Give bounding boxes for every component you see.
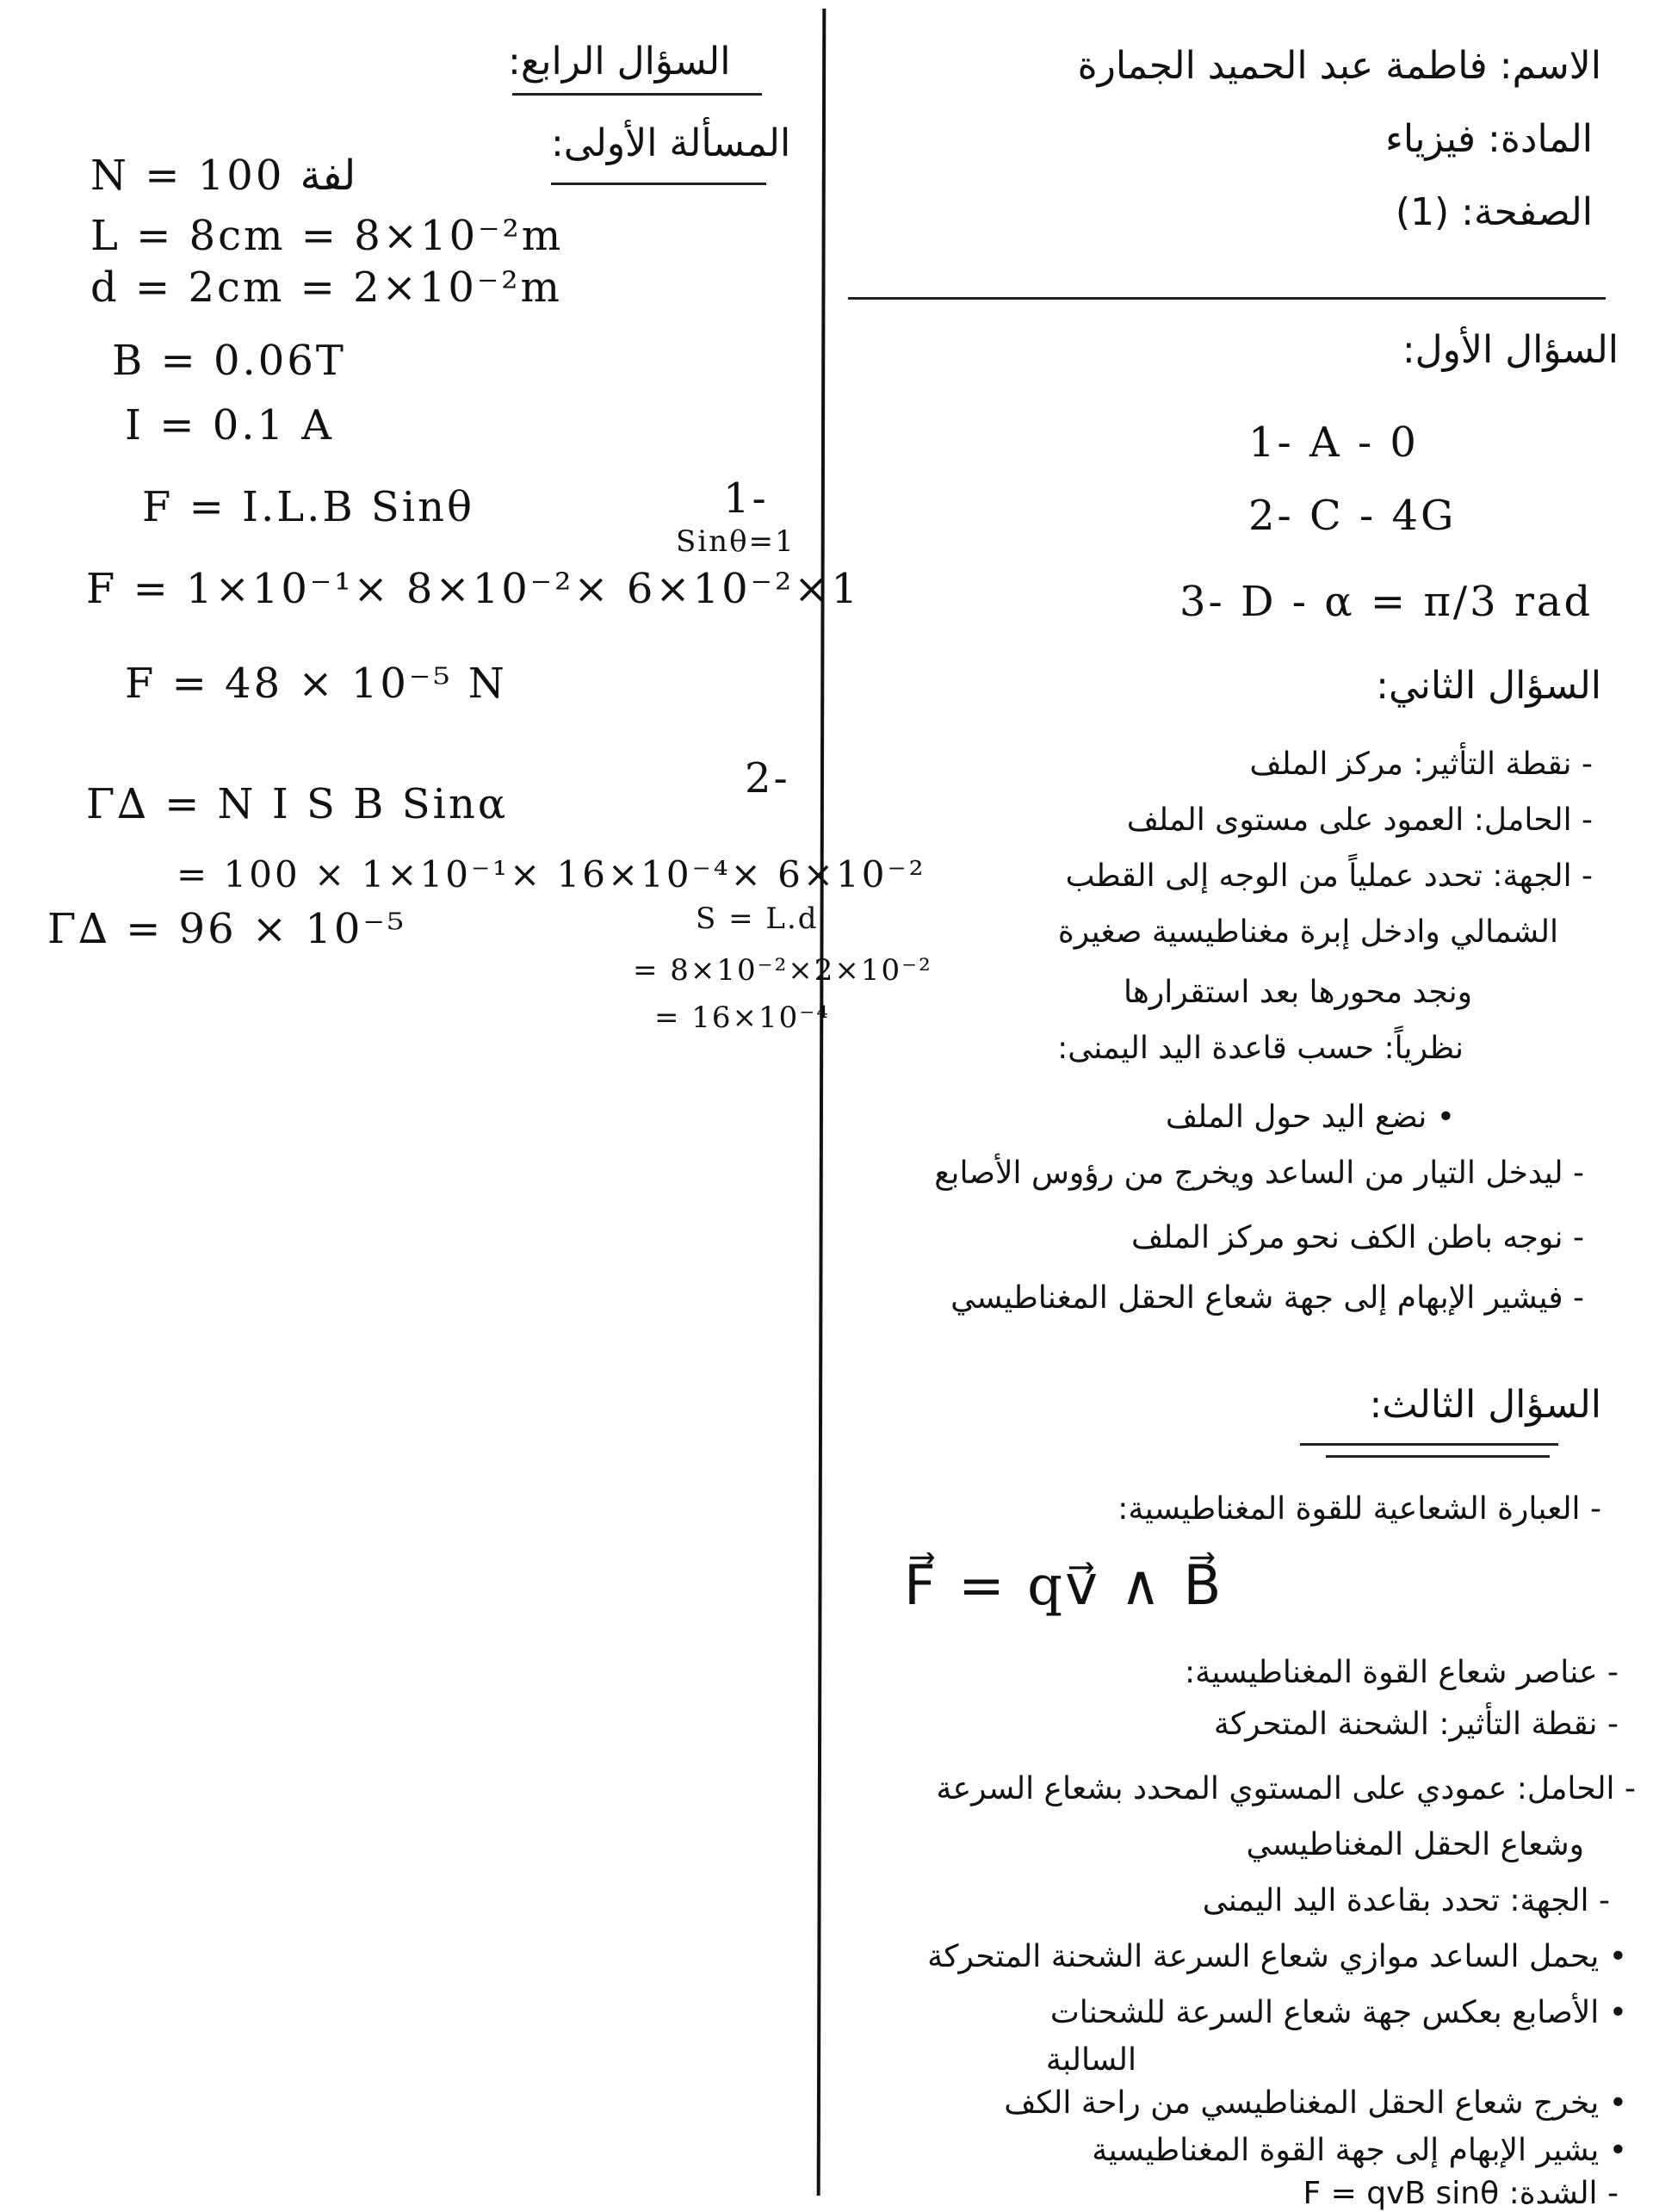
given-current: I = 0.1 A	[125, 401, 334, 449]
q4-underline	[512, 93, 762, 96]
torque-result: Γ∆ = 96 × 10⁻⁵	[47, 905, 407, 953]
problem-1-underline	[551, 183, 766, 185]
q3-underline	[1326, 1455, 1550, 1458]
sine-note: Sinθ=1	[676, 524, 796, 559]
header-rule	[848, 297, 1606, 300]
given-turns: N = 100 لفة	[90, 152, 356, 200]
subject: المادة: فيزياء	[1385, 117, 1593, 161]
q2-line: • نضع اليد حول الملف	[1165, 1100, 1455, 1135]
page-number: الصفحة: (1)	[1395, 190, 1593, 234]
q3-line: - الحامل: عمودي على المستوي المحدد بشعاع السرعة	[936, 1771, 1636, 1806]
area-substitution: = 8×10⁻²×2×10⁻²	[633, 953, 932, 988]
q2-line: نظرياً: حسب قاعدة اليد اليمنى:	[1057, 1031, 1464, 1066]
q3-line: السالبة	[1045, 2042, 1136, 2078]
problem-1-title: المسألة الأولى:	[551, 121, 791, 165]
force-substitution: F = 1×10⁻¹× 8×10⁻²× 6×10⁻²×1	[86, 565, 860, 613]
given-field: B = 0.06T	[112, 337, 346, 385]
q2-title: السؤال الثاني:	[1376, 664, 1601, 708]
q2-line: - الحامل: العمود على مستوى الملف	[1126, 802, 1593, 838]
q3-underline	[1300, 1443, 1558, 1446]
column-divider	[817, 9, 826, 2196]
q3-line: - الجهة: تحدد بقاعدة اليد اليمنى	[1202, 1883, 1610, 1918]
force-result: F = 48 × 10⁻⁵ N	[125, 660, 507, 708]
q2-line: - نقطة التأثير: مركز الملف	[1249, 747, 1593, 782]
q3-title: السؤال الثالث:	[1369, 1383, 1601, 1427]
given-width: d = 2cm = 2×10⁻²m	[90, 263, 563, 312]
q3-line: • يشير الإبهام إلى جهة القوة المغناطيسية	[1092, 2133, 1627, 2168]
student-name: الاسم: فاطمة عبد الحميد الجمارة	[1077, 44, 1601, 88]
q2-line: الشمالي وادخل إبرة مغناطيسية صغيرة	[1057, 914, 1558, 950]
q3-line: - عناصر شعاع القوة المغناطيسية:	[1184, 1655, 1619, 1690]
q1-answer-3: 3- D - α = π/3 rad	[1179, 578, 1594, 626]
torque-substitution: = 100 × 1×10⁻¹× 16×10⁻⁴× 6×10⁻²	[176, 853, 926, 895]
magnetic-force-vector-formula: F⃗ = qv⃗ ∧ B⃗	[904, 1554, 1224, 1618]
q4-title: السؤال الرابع:	[508, 40, 731, 84]
q3-line: • يحمل الساعد موازي شعاع السرعة الشحنة المتحركة	[927, 1939, 1627, 1974]
q2-line: ونجد محورها بعد استقرارها	[1123, 975, 1472, 1010]
q2-line: - نوجه باطن الكف نحو مركز الملف	[1131, 1220, 1584, 1255]
torque-formula: Γ∆ = N I S B Sinα	[86, 780, 509, 828]
q2-line: - فيشير الإبهام إلى جهة شعاع الحقل المغناطيسي	[950, 1280, 1584, 1316]
q1-answer-1: 1- A - 0	[1248, 418, 1419, 467]
given-length: L = 8cm = 8×10⁻²m	[90, 212, 564, 260]
q3-line: وشعاع الحقل المغناطيسي	[1246, 1827, 1584, 1862]
area-formula: S = L.d	[696, 902, 819, 936]
q3-intro: - العبارة الشعاعية للقوة المغناطيسية:	[1117, 1491, 1601, 1527]
q2-line: - ليدخل التيار من الساعد ويخرج من رؤوس الأصابع	[934, 1156, 1584, 1191]
q2-line: - الجهة: تحدد عملياً من الوجه إلى القطب	[1065, 858, 1593, 894]
q3-line: - نقطة التأثير: الشحنة المتحركة	[1213, 1707, 1619, 1742]
area-result: = 16×10⁻⁴	[654, 1001, 830, 1035]
q3-magnitude: - الشدة: F = qvB sinθ	[1303, 2176, 1619, 2211]
part-1-number: 1-	[723, 474, 769, 523]
force-formula: F = I.L.B Sinθ	[142, 483, 474, 531]
q1-title: السؤال الأول:	[1402, 328, 1619, 372]
q1-answer-2: 2- C - 4G	[1248, 492, 1457, 540]
q3-line: • الأصابع بعكس جهة شعاع السرعة للشحنات	[1049, 1995, 1627, 2030]
q3-line: • يخرج شعاع الحقل المغناطيسي من راحة الكف	[1004, 2085, 1627, 2121]
part-2-number: 2-	[745, 754, 790, 802]
